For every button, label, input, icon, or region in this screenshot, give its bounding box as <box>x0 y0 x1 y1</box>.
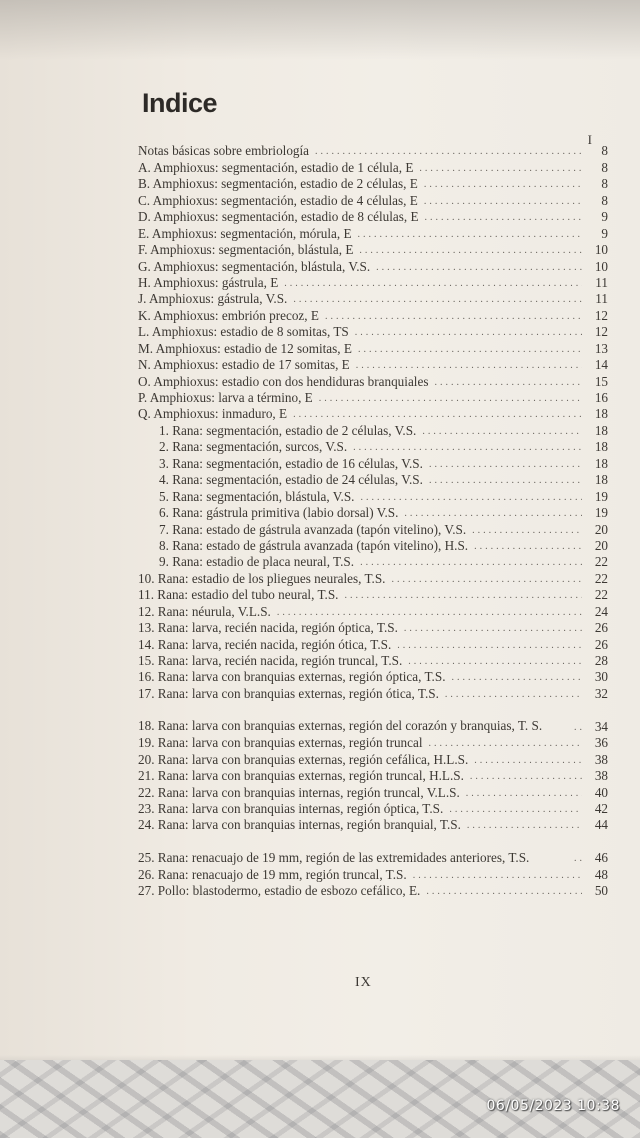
toc-entry-page: 36 <box>594 735 608 751</box>
toc-entry-page: 11 <box>595 291 608 307</box>
toc-entry <box>138 291 608 307</box>
toc-entry-page: 18 <box>594 455 608 471</box>
toc-entry-label: H. Amphioxus: gástrula, E <box>138 274 279 290</box>
toc-entry-page: 11 <box>595 274 608 290</box>
page-title: Indice <box>142 88 218 118</box>
toc-entry-page: 9 <box>601 209 608 225</box>
toc-entry <box>138 685 608 701</box>
toc-entry <box>138 488 608 504</box>
toc-entry-page: 19 <box>594 505 608 521</box>
toc-entry-label: 18. Rana: larva con branquias externas, región del corazón y branquias, T. S. <box>138 718 543 734</box>
toc-entry-label: M. Amphioxus: estadio de 12 somitas, E <box>138 340 352 356</box>
toc-entry-label: 8. Rana: estado de gástrula avanzada (tapón vitelino), H.S. <box>159 537 469 553</box>
toc-entry-label: J. Amphioxus: gástrula, V.S. <box>138 291 288 307</box>
toc-entry-label: 6. Rana: gástrula primitiva (labio dorsal) V.S. <box>159 505 399 521</box>
toc-entry <box>138 801 608 817</box>
toc-entry-label: K. Amphioxus: embrión precoz, E <box>138 307 319 323</box>
toc-entry <box>138 570 608 586</box>
toc-entry-label: Notas básicas sobre embriología <box>138 143 310 159</box>
toc-entry <box>138 620 608 636</box>
toc-entry <box>138 472 608 488</box>
toc-entry-label: L. Amphioxus: estadio de 8 somitas, TS <box>138 324 349 340</box>
toc-entry-label: P. Amphioxus: larva a término, E <box>138 390 313 405</box>
toc-entry-label: 3. Rana: segmentación, estadio de 16 células, V.S. <box>159 455 423 471</box>
dot-leader <box>434 376 582 390</box>
dot-leader <box>344 589 582 603</box>
toc-entry <box>138 521 608 537</box>
toc-entry-label: G. Amphioxus: segmentación, blástula, V.S. <box>138 258 371 274</box>
toc-entry <box>138 390 608 406</box>
toc-entry <box>138 636 608 652</box>
toc-entry-page: 42 <box>594 800 608 816</box>
toc-entry <box>138 439 608 455</box>
photo-timestamp: 06/05/2023 10:38 <box>486 1098 620 1114</box>
toc-entry-label: 16. Rana: larva con branquias externas, región óptica, T.S. <box>138 669 446 685</box>
toc-entry-label: 26. Rana: renacuajo de 19 mm, región truncal, T.S. <box>138 866 407 882</box>
dot-leader <box>419 162 582 176</box>
toc-entry-label: 14. Rana: larva, recién nacida, región ótica, T.S. <box>138 636 392 652</box>
toc-entry-label: 25. Rana: renacuajo de 19 mm, región de las extremidades anteriores, T.S. <box>138 849 530 865</box>
toc-entry <box>138 653 608 669</box>
toc-entry-page: 22 <box>594 570 608 586</box>
dot-leader <box>277 606 582 620</box>
toc-entry-label: 24. Rana: larva con branquias internas, región branquial, T.S. <box>138 817 461 833</box>
toc-entry-label: 27. Pollo: blastodermo, estadio de esbozo cefálico, E. <box>138 883 421 899</box>
toc-entry <box>138 176 608 192</box>
dot-leader <box>325 310 582 324</box>
toc-entry <box>138 357 608 373</box>
dot-leader <box>429 458 582 472</box>
toc-entry <box>138 307 608 323</box>
toc-entry-label: 23. Rana: larva con branquias internas, región óptica, T.S. <box>138 800 444 816</box>
toc-entry <box>138 225 608 241</box>
toc-entry-page: 8 <box>601 159 608 175</box>
first-page-number: I <box>587 132 592 147</box>
toc-entry-label: Q. Amphioxus: inmaduro, E <box>138 406 288 422</box>
toc-entry <box>138 258 608 274</box>
dot-leader <box>358 228 582 242</box>
toc-entry <box>138 702 608 735</box>
toc-entry-page: 14 <box>594 357 608 373</box>
toc-entry <box>138 159 608 175</box>
dot-leader <box>397 639 582 653</box>
toc-entry-page: 20 <box>594 537 608 553</box>
toc-entry-page: 26 <box>594 636 608 652</box>
dot-leader <box>449 803 582 817</box>
dot-leader <box>408 655 582 669</box>
toc-entry-label: E. Amphioxus: segmentación, mórula, E <box>138 225 352 241</box>
dot-leader <box>404 622 582 636</box>
toc-entry-page: 40 <box>594 784 608 800</box>
toc-entry <box>138 242 608 258</box>
dot-leader <box>356 359 582 373</box>
toc-entry-label: 1. Rana: segmentación, estadio de 2 células, V.S. <box>159 422 417 438</box>
toc-entry-page: 50 <box>594 883 608 899</box>
dot-leader <box>574 721 582 735</box>
dot-leader <box>574 852 582 866</box>
toc-entry <box>138 406 608 422</box>
dot-leader <box>426 885 582 899</box>
dot-leader <box>358 343 582 357</box>
toc-entry-page: 18 <box>594 422 608 438</box>
toc-entry <box>138 538 608 554</box>
toc-entry <box>138 209 608 225</box>
dot-leader <box>319 392 582 406</box>
toc-entry-page: 8 <box>601 143 608 159</box>
dot-leader <box>315 145 582 159</box>
toc-entry-label: 2. Rana: segmentación, surcos, V.S. <box>159 439 348 455</box>
page-folio: IX <box>355 975 372 990</box>
toc-entry-label: 11. Rana: estadio del tubo neural, T.S. <box>138 587 339 603</box>
dot-leader <box>404 507 582 521</box>
toc-entry-page: 18 <box>594 472 608 488</box>
toc-entry <box>138 833 608 866</box>
toc-entry <box>138 275 608 291</box>
toc-entry-label: 4. Rana: segmentación, estadio de 24 células, V.S. <box>159 472 423 488</box>
dot-leader <box>424 195 582 209</box>
page-shadow <box>0 0 640 60</box>
toc-entry <box>138 143 608 159</box>
toc-entry <box>138 751 608 767</box>
toc-entry <box>138 422 608 438</box>
toc-entry-page: 12 <box>594 307 608 323</box>
dot-leader <box>284 277 582 291</box>
dot-leader <box>424 178 582 192</box>
toc-entry-page: 30 <box>594 669 608 685</box>
toc-entry-page: 18 <box>594 439 608 455</box>
toc-entry-label: 22. Rana: larva con branquias internas, región truncal, V.L.S. <box>138 784 460 800</box>
toc-entry-label: 20. Rana: larva con branquias externas, región cefálica, H.L.S. <box>138 751 469 767</box>
toc-entry <box>138 505 608 521</box>
toc-entry-page: 48 <box>594 866 608 882</box>
toc-entry-label: 21. Rana: larva con branquias externas, región truncal, H.L.S. <box>138 768 464 784</box>
toc-entry-label: 7. Rana: estado de gástrula avanzada (tapón vitelino), V.S. <box>159 521 467 537</box>
toc-entry-label: D. Amphioxus: segmentación, estadio de 8 células, E <box>138 209 419 225</box>
dot-leader <box>474 754 582 768</box>
toc-entry <box>138 784 608 800</box>
toc-entry <box>138 324 608 340</box>
toc-entry-page: 38 <box>594 768 608 784</box>
dot-leader <box>470 770 582 784</box>
toc-entry-page: 20 <box>594 521 608 537</box>
toc-entry-page: 19 <box>594 488 608 504</box>
toc-entry-label: F. Amphioxus: segmentación, blástula, E <box>138 242 354 258</box>
toc-entry-label: 12. Rana: néurula, V.L.S. <box>138 603 271 619</box>
toc-entry-page: 13 <box>594 340 608 356</box>
dot-leader <box>413 869 582 883</box>
toc-entry-page: 34 <box>594 718 608 734</box>
toc-entry <box>138 669 608 685</box>
toc-entry-page: 28 <box>594 653 608 668</box>
toc-entry-page: 8 <box>601 192 608 208</box>
toc-entry-page: 22 <box>594 587 608 603</box>
dot-leader <box>359 244 582 258</box>
toc-entry-page: 44 <box>594 817 608 833</box>
toc-entry-label: B. Amphioxus: segmentación, estadio de 2 células, E <box>138 176 418 192</box>
dot-leader <box>445 688 582 702</box>
toc-entry <box>138 340 608 356</box>
toc-entry-page: 15 <box>594 373 608 389</box>
toc-entry-label: 13. Rana: larva, recién nacida, región óptica, T.S. <box>138 620 398 636</box>
dot-leader <box>466 787 582 801</box>
dot-leader <box>293 293 582 307</box>
toc-entry-label: C. Amphioxus: segmentación, estadio de 4 células, E <box>138 192 418 208</box>
toc-entry-label: 10. Rana: estadio de los pliegues neurales, T.S. <box>138 570 386 586</box>
toc-entry-page: 12 <box>594 324 608 340</box>
toc-entry <box>138 455 608 471</box>
toc-entry-page: 24 <box>594 603 608 619</box>
toc-entry-page: 9 <box>601 225 608 241</box>
toc-entry <box>138 603 608 619</box>
toc-entry <box>138 866 608 882</box>
dot-leader <box>360 491 582 505</box>
toc-entry-label: 17. Rana: larva con branquias externas, región ótica, T.S. <box>138 685 439 701</box>
toc-entry <box>138 817 608 833</box>
dot-leader <box>391 573 582 587</box>
toc-entry-page: 8 <box>601 176 608 192</box>
toc-entry-label: 19. Rana: larva con branquias externas, región truncal <box>138 735 423 751</box>
dot-leader <box>360 556 582 570</box>
dot-leader <box>293 408 582 422</box>
toc-entry <box>138 373 608 389</box>
toc-entry-page: 10 <box>594 242 608 258</box>
toc-entry <box>138 883 608 899</box>
dot-leader <box>355 326 582 340</box>
dot-leader <box>422 425 582 439</box>
dot-leader <box>472 524 582 538</box>
toc-entry <box>138 554 608 570</box>
toc-entry <box>138 587 608 603</box>
toc-entry-page: 16 <box>594 390 608 405</box>
toc-entry-label: O. Amphioxus: estadio con dos hendiduras branquiales <box>138 373 429 389</box>
toc-entry-label: N. Amphioxus: estadio de 17 somitas, E <box>138 357 350 373</box>
table-of-contents <box>138 132 608 899</box>
dot-leader <box>425 211 582 225</box>
toc-entry-label: 15. Rana: larva, recién nacida, región truncal, T.S. <box>138 653 403 668</box>
dot-leader <box>467 819 582 833</box>
dot-leader <box>474 540 582 554</box>
toc-entry-label: A. Amphioxus: segmentación, estadio de 1 célula, E <box>138 159 414 175</box>
toc-entry-label: 5. Rana: segmentación, blástula, V.S. <box>159 488 355 504</box>
toc-list <box>138 143 608 899</box>
toc-entry-label: 9. Rana: estadio de placa neural, T.S. <box>159 554 355 570</box>
toc-entry-page: 10 <box>594 258 608 274</box>
dot-leader <box>452 671 583 685</box>
toc-entry-page: 22 <box>594 554 608 570</box>
toc-entry-page: 18 <box>594 406 608 422</box>
toc-entry-page: 38 <box>594 751 608 767</box>
toc-entry <box>138 192 608 208</box>
dot-leader <box>376 261 582 275</box>
toc-entry <box>138 768 608 784</box>
dot-leader <box>353 441 582 455</box>
dot-leader <box>429 474 582 488</box>
toc-entry-page: 46 <box>594 850 608 866</box>
dot-leader <box>429 737 582 751</box>
toc-entry-page: 32 <box>594 685 608 701</box>
toc-entry-page: 26 <box>594 620 608 636</box>
toc-entry <box>138 735 608 751</box>
